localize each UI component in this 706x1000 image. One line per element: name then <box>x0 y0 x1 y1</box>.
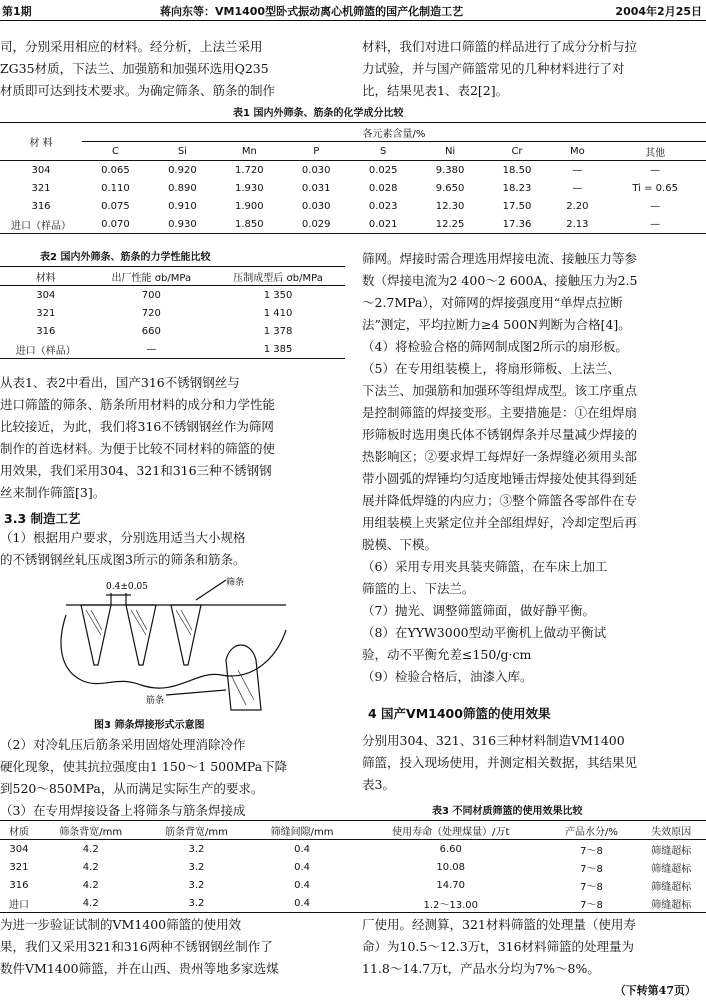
table3-col-header: 材质 <box>0 821 38 840</box>
label-rib: 筋条 <box>146 696 165 706</box>
paragraph-col1-c: （2）对冷轧压后筋条采用固熔处理消除冷作 硬化现象，使其抗拉强度由1 150～1 500MPa下降 到520～850MPa，从而满足实际生产的要求。 （3）在专用焊接设备上将筛条与筋条焊接成 <box>0 737 288 818</box>
table1-chemical-composition <box>0 122 706 234</box>
table2-col-header: 压制成型后 σb/MPa <box>211 267 345 286</box>
table1-col-header: Ni <box>444 145 456 157</box>
table3-caption: 表3 不同材质筛篮的使用效果比较 <box>432 806 583 817</box>
issue-number: 第1期 <box>2 5 32 18</box>
paragraph-col2-end: 厂使用。经测算，321材料筛篮的处理量（使用寿 命）为10.5～12.3万t，316材料筛篮的处理量为 11.8～14.7万t，产品水分均为7%～8%。 <box>362 917 636 976</box>
dimension-label: 0.4±0.05 <box>106 582 148 592</box>
continued-note: （下转第47页） <box>614 984 696 997</box>
table3-col-header: 产品水分/% <box>547 821 637 840</box>
paragraph-col1-mid: 从表1、表2中看出，国产316不锈钢钢丝与 进口筛篮的筛条、筋条所用材料的成分和力学性能 比较接近，为此，我们将316不锈钢钢丝作为筛网 制作的首选材料。为便于比较不同材料的筛篮的使 用效果，我们采用304、321和316三种不锈钢钢 丝来制作筛篮[3]。 <box>0 375 276 500</box>
sieve-bar-right <box>171 605 201 665</box>
table1-col-header: Si <box>177 145 187 157</box>
table-row: 316 0.075 0.910 1.900 0.030 0.023 12.30 17.50 2.20 — <box>31 200 661 212</box>
paragraph-col2-mid: 筛网。焊接时需合理选用焊接电流、接触压力等参 数（焊接电流为2 400～2 600A、接触压力为2.5 ～2.7MPa），对筛网的焊接强度用“单焊点拉断 法”测定，平均拉断力≥4 500N判断为合格[4]。 （4）将检验合格的筛网制成图2所示的扇形板。 （5）在专用组装模上，将扇形筛板、上法兰、 下法兰、加强筋和加强环等组焊成型。该工序重点 是控制筛篮的焊接变形。主要措施是：①在组焊扇 形筛板时选用奥氏体不锈钢焊条并尽量减少焊接的 热影响区；②要求焊工每焊好一条焊缝必须用头部 带小圆弧的焊锤均匀适度地锤击焊接处使其得到延 展并降低焊缝的内应力；③整个筛篮各零部件在专 用组装模上夹紧定位并全部组焊好，冷却定型后再 脱模、下模。 （6）采用专用夹具装夹筛篮，在车床上加工 筛篮的上、下法兰。 （7）抛光、调整筛篮筛面，做好静平衡。 （8）在YYW3000型动平衡机上做动平衡试 验，动不平衡允差≤150/g·cm （9）检验合格后，油漆入库。 <box>362 251 638 684</box>
paragraph-col2-low: 分别用304、321、316三种材料制造VM1400 筛篮，投入现场使用，并测定相关数据，其结果见 表3。 <box>362 733 638 792</box>
table3-col-header: 失效原因 <box>636 821 706 840</box>
table3-col-header: 筋条背宽/mm <box>144 821 250 840</box>
table3-col-header: 筛缝间隙/mm <box>249 821 355 840</box>
table1-col-header: P <box>313 145 320 157</box>
sieve-bar-left <box>81 605 111 665</box>
table-row: 进口 4.2 3.2 0.4 1.2～13.00 7～8 筛缝超标 <box>0 894 706 913</box>
table2-col-header: 材料 <box>0 267 92 286</box>
section-heading-4: 4 国产VM1400筛篮的使用效果 <box>368 706 551 721</box>
paragraph-col1-top: 司，分别采用相应的材料。经分析，上法兰采用 ZG35材质，下法兰、加强筋和加强环选用Q235 材质即可达到技术要求。为确定筛条、筋条的制作 <box>0 39 276 98</box>
table-row: 316 660 1 378 <box>36 325 293 337</box>
table3-col-header: 筛条背宽/mm <box>38 821 144 840</box>
table3-col-header: 使用寿命（处理煤量）/万t <box>355 821 547 840</box>
table2-mechanical-properties <box>0 266 345 359</box>
sieve-bar-middle <box>126 605 156 665</box>
table-row: 304 700 1 350 <box>0 286 345 305</box>
paragraph-col2-top: 材料，我们对进口筛篮的样品进行了成分分析与拉 力试验，并与国产筛篮常见的几种材料进行了对 比，结果见表1、表2[2]。 <box>362 39 638 98</box>
table1-material-header: 材 料 <box>0 123 82 161</box>
table1-col-header: Mn <box>241 145 257 157</box>
table-row: 321 0.110 0.890 1.930 0.031 0.028 9.650 18.23 — Ti = 0.65 <box>31 182 678 194</box>
table1-col-header: S <box>379 145 387 157</box>
table2-caption: 表2 国内外筛条、筋条的力学性能比较 <box>40 252 211 263</box>
table1-group-header: 各元素含量/% <box>82 123 706 142</box>
table1-col-header: Mo <box>570 145 585 157</box>
section-heading-3-3: 3.3 制造工艺 <box>4 511 81 526</box>
table-row: 316 4.2 3.2 0.4 14.70 7～8 筛缝超标 <box>9 879 692 893</box>
label-sieve-bar: 筛条 <box>226 578 245 588</box>
table-row: 304 0.065 0.920 1.720 0.030 0.025 9.380 18.50 — — <box>0 161 706 180</box>
table1-col-header: Cr <box>511 145 523 157</box>
table-row: 321 720 1 410 <box>36 307 293 319</box>
table1-caption: 表1 国内外筛条、筋条的化学成分比较 <box>233 108 404 119</box>
table3-usage-results <box>0 820 706 913</box>
figure3-caption: 图3 筛条焊接形式示意图 <box>94 720 205 731</box>
table2-col-header: 出厂性能 σb/MPa <box>92 267 212 286</box>
paragraph-col1-b: （1）根据用户要求，分别选用适当大小规格 的不锈钢钢丝轧压成图3所示的筛条和筋条。 <box>0 530 246 567</box>
running-title: 蒋向东等：VM1400型卧式振动离心机筛篮的国产化制造工艺 <box>160 5 464 18</box>
table1-col-header: C <box>111 145 119 157</box>
table-row: 进口（样品） 0.070 0.930 1.850 0.029 0.021 12.25 17.36 2.13 — <box>0 215 706 234</box>
table-row: 321 4.2 3.2 0.4 10.08 7～8 筛缝超标 <box>9 861 692 875</box>
figure3-welding-diagram <box>46 575 291 715</box>
table-row: 进口（样品） — 1 385 <box>0 340 345 359</box>
issue-date: 2004年2月25日 <box>615 5 702 18</box>
table-row: 304 4.2 3.2 0.4 6.60 7～8 筛缝超标 <box>0 840 706 859</box>
paragraph-col1-end: 为进一步验证试制的VM1400筛篮的使用效 果，我们又采用321和316两种不锈钢钢丝制作了 数件VM1400筛篮，并在山西、贵州等地多家选煤 <box>0 917 279 976</box>
running-header <box>0 0 706 21</box>
table1-col-header: 其他 <box>645 147 666 159</box>
